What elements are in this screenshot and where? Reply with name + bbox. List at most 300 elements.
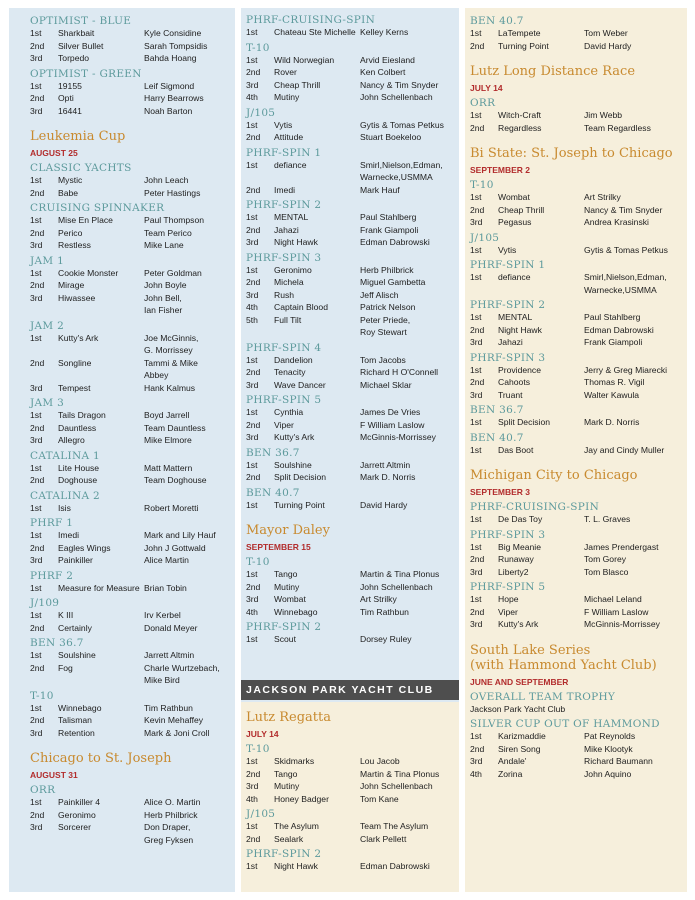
result-row	[30, 582, 235, 595]
skipper: Irv Kerbel	[144, 610, 181, 620]
boat-name: Isis	[58, 502, 71, 513]
class-heading: PHRF-SPIN 3	[246, 251, 322, 264]
result-row	[470, 730, 687, 743]
result-row	[30, 52, 235, 65]
boat-name: Zorina	[498, 768, 523, 779]
boat-name: Truant	[498, 389, 523, 400]
skipper: Edman Dabrowski	[360, 861, 430, 871]
place: 1st	[470, 312, 482, 322]
skipper: John Schellenbach	[360, 581, 433, 592]
boat-name: Torpedo	[58, 53, 90, 63]
place: 2nd	[246, 132, 261, 142]
place: 1st	[246, 354, 258, 365]
boat-name: Chateau Ste Michelle	[274, 27, 356, 37]
boat-name: Turning Point	[498, 40, 549, 51]
place: 2nd	[470, 554, 485, 564]
result-row	[246, 276, 459, 289]
place: 1st	[470, 444, 482, 455]
place: 1st	[246, 264, 258, 275]
place: 2nd	[246, 833, 261, 844]
skipper: Team Regardless	[584, 122, 651, 133]
results-list	[246, 264, 459, 339]
class-heading: T-10	[246, 743, 270, 755]
place: 1st	[30, 28, 42, 38]
skipper: Mike Elmore	[144, 435, 192, 445]
result-row	[30, 609, 235, 622]
boat-name: Providence	[498, 364, 541, 375]
skipper: David Hardy	[360, 499, 408, 510]
boat-name: Hope	[498, 594, 519, 604]
results-list	[470, 513, 687, 526]
boat-name: Mirage	[58, 280, 85, 290]
skipper: Tammi & Mike Abbey	[144, 357, 198, 380]
boat-name: Imedi	[58, 530, 80, 540]
skipper: Paul Stahlberg	[584, 312, 641, 322]
result-row	[246, 419, 459, 432]
place: 2nd	[30, 422, 45, 433]
result-row	[470, 553, 687, 566]
place: 3rd	[30, 555, 43, 565]
result-row	[470, 416, 687, 429]
boat-name: Winnebago	[274, 606, 318, 617]
skipper: Jay and Cindy Muller	[584, 444, 665, 455]
result-row	[30, 227, 235, 240]
result-row	[30, 622, 235, 635]
result-row	[470, 389, 687, 402]
class-heading: CLASSIC YACHTS	[30, 162, 132, 174]
boat-name: Painkiller	[58, 555, 93, 565]
place: 2nd	[30, 809, 45, 820]
skipper: John Schellenbach	[360, 92, 433, 102]
results-list	[470, 311, 687, 349]
boat-name: defiance	[274, 159, 307, 170]
result-row	[246, 66, 459, 79]
results-list	[470, 593, 687, 631]
skipper: Gytis & Tomas Petkus	[360, 119, 444, 130]
place: 2nd	[470, 40, 485, 51]
place: 1st	[246, 821, 258, 831]
results-list	[30, 796, 235, 846]
place: 1st	[470, 110, 482, 120]
boat-name: Winnebago	[58, 702, 102, 713]
skipper: Miguel Gambetta	[360, 277, 426, 287]
result-row	[30, 502, 235, 515]
class-heading: JAM 3	[30, 397, 65, 409]
boat-name: Doghouse	[58, 475, 98, 485]
result-row	[30, 174, 235, 187]
boat-name: Tenacity	[274, 367, 306, 377]
place: 1st	[470, 28, 482, 38]
boat-name: Vytis	[498, 244, 517, 255]
boat-name: Geronimo	[58, 809, 96, 820]
place: 3rd	[30, 382, 43, 393]
result-row	[470, 743, 687, 756]
place: 2nd	[30, 227, 45, 238]
results-list	[470, 730, 687, 780]
class-heading: J/105	[246, 106, 276, 119]
skipper: Alice Martin	[144, 555, 189, 565]
results-list	[470, 541, 687, 579]
boat-name: Liberty2	[498, 566, 529, 577]
result-row	[470, 606, 687, 619]
boat-name: Songline	[58, 357, 92, 368]
boat-name: Runaway	[498, 554, 534, 564]
result-row	[246, 755, 459, 768]
result-row	[30, 554, 235, 567]
event-title: Michigan City to Chicago	[470, 468, 638, 483]
skipper: Team Doghouse	[144, 475, 207, 485]
result-row	[30, 422, 235, 435]
result-row	[246, 379, 459, 392]
place: 1st	[470, 594, 482, 604]
boat-name: Big Meanie	[498, 541, 541, 552]
skipper: Ken Colbert	[360, 67, 406, 77]
class-heading: BEN 36.7	[470, 404, 524, 416]
result-row	[246, 366, 459, 379]
boat-name: Pegasus	[498, 217, 532, 227]
skipper: Bahda Hoang	[144, 53, 197, 63]
boat-name: Rush	[274, 289, 295, 300]
boat-name: Imedi	[274, 184, 296, 195]
skipper: Mike Lane	[144, 240, 184, 250]
place: 4th	[470, 768, 482, 779]
result-row	[470, 191, 687, 204]
place: 3rd	[246, 79, 259, 90]
results-list	[470, 271, 687, 296]
result-row	[30, 409, 235, 422]
result-row	[30, 714, 235, 727]
class-heading: BEN 36.7	[246, 446, 300, 459]
result-row	[246, 79, 459, 92]
boat-name: Cahoots	[498, 377, 531, 387]
result-row	[246, 593, 459, 606]
place: 1st	[246, 569, 258, 579]
boat-name: Cheap Thrill	[274, 79, 321, 90]
place: 2nd	[30, 715, 45, 725]
boat-name: 19155	[58, 80, 82, 91]
skipper: Andrea Krasinski	[584, 217, 649, 227]
place: 2nd	[30, 662, 45, 673]
results-list	[30, 267, 235, 317]
skipper: John Aquino	[584, 768, 632, 779]
place: 2nd	[30, 475, 45, 485]
skipper: John J Gottwald	[144, 542, 206, 553]
result-row	[470, 216, 687, 229]
boat-name: Certainly	[58, 622, 92, 633]
result-row	[30, 279, 235, 292]
place: 1st	[30, 610, 42, 620]
event-date: SEPTEMBER 2	[470, 165, 530, 175]
results-list	[30, 174, 235, 199]
results-list	[30, 649, 235, 687]
boat-name: Wombat	[274, 594, 306, 604]
place: 1st	[470, 364, 482, 375]
skipper: Team Perico	[144, 227, 192, 238]
results-list	[246, 633, 459, 646]
place: 1st	[30, 650, 42, 660]
event-date: AUGUST 25	[30, 148, 78, 158]
place: 3rd	[30, 240, 43, 250]
result-row	[246, 26, 459, 39]
boat-name: Mise En Place	[58, 215, 113, 225]
result-row	[246, 354, 459, 367]
results-list	[470, 416, 687, 429]
class-heading: OPTIMIST - BLUE	[30, 15, 132, 27]
class-heading: PHRF-SPIN 2	[246, 199, 322, 211]
result-row	[246, 820, 459, 833]
boat-name: Wave Dancer	[274, 379, 326, 390]
skipper: Walter Kawula	[584, 389, 640, 400]
result-row	[246, 581, 459, 594]
boat-name: Split Decision	[274, 472, 327, 482]
skipper: Mark D. Norris	[360, 472, 416, 482]
result-row	[30, 187, 235, 200]
result-row	[30, 809, 235, 822]
boat-name: Skidmarks	[274, 756, 315, 766]
class-heading: PHRF-SPIN 2	[246, 848, 322, 860]
place: 2nd	[246, 184, 261, 195]
skipper: Smirl,Nielson,Edman, Warnecke,USMMA	[584, 272, 667, 295]
result-row	[470, 311, 687, 324]
boat-name: Night Hawk	[498, 324, 542, 335]
boat-name: Wombat	[498, 192, 530, 202]
result-row	[30, 821, 235, 846]
place: 1st	[470, 731, 482, 741]
place: 1st	[30, 530, 42, 540]
boat-name: Kutty's Ark	[498, 619, 539, 629]
result-row	[470, 364, 687, 377]
result-row	[30, 92, 235, 105]
class-heading: ORR	[30, 784, 56, 796]
place: 1st	[470, 192, 482, 202]
results-list	[30, 80, 235, 118]
place: 2nd	[30, 622, 45, 633]
skipper: Leif Sigmond	[144, 80, 195, 91]
event-title: South Lake Series (with Hammond Yacht Club)	[470, 642, 657, 673]
place: 2nd	[30, 542, 45, 553]
boat-name: Perico	[58, 227, 83, 238]
skipper: Boyd Jarrell	[144, 410, 190, 420]
boat-name: Captain Blood	[274, 302, 328, 312]
class-heading: JAM 1	[30, 254, 65, 267]
results-list	[30, 529, 235, 567]
boat-name: Talisman	[58, 715, 92, 725]
place: 5th	[246, 314, 258, 325]
skipper: Tom Weber	[584, 28, 628, 38]
class-heading: PHRF-SPIN 5	[246, 394, 322, 406]
place: 3rd	[30, 105, 43, 116]
results-list	[30, 214, 235, 252]
skipper: Stuart Boekeloo	[360, 132, 422, 142]
results-list	[246, 159, 459, 197]
event-title: Mayor Daley	[246, 523, 330, 538]
results-column-1	[9, 8, 235, 892]
result-row	[246, 499, 459, 512]
place: 3rd	[246, 379, 259, 390]
boat-name: Sealark	[274, 833, 304, 844]
boat-name: Opti	[58, 93, 74, 103]
boat-name: Sorcerer	[58, 822, 91, 832]
results-list	[470, 444, 687, 457]
boat-name: Cynthia	[274, 407, 304, 417]
results-column-2-bottom	[241, 702, 459, 892]
boat-name: Geronimo	[274, 264, 312, 275]
place: 2nd	[30, 280, 45, 290]
boat-name: Regardless	[498, 122, 542, 133]
skipper: Richard Baumann	[584, 756, 653, 766]
results-list	[246, 860, 459, 873]
skipper: Jim Webb	[584, 110, 623, 120]
skipper: McGinnis-Morrissey	[360, 432, 436, 442]
results-list	[246, 755, 459, 805]
results-list	[246, 354, 459, 392]
skipper: Jeff Alisch	[360, 289, 399, 300]
boat-name: Siren Song	[498, 743, 541, 754]
skipper: John Leach	[144, 175, 189, 185]
skipper: Martin & Tina Plonus	[360, 768, 440, 779]
result-row	[470, 336, 687, 349]
place: 1st	[246, 27, 258, 37]
place: 2nd	[246, 367, 261, 377]
class-heading: J/109	[30, 597, 60, 609]
boat-name: Honey Badger	[274, 793, 329, 804]
class-heading: T-10	[246, 556, 270, 568]
place: 4th	[246, 793, 258, 804]
result-row	[246, 301, 459, 314]
skipper: Peter Goldman	[144, 267, 202, 278]
skipper: Nancy & Tim Snyder	[584, 204, 663, 215]
result-row	[470, 376, 687, 389]
results-list	[30, 332, 235, 395]
place: 4th	[246, 302, 258, 312]
boat-name: Scout	[274, 634, 296, 644]
skipper: Kyle Considine	[144, 28, 202, 38]
boat-name: Hiwassee	[58, 292, 96, 303]
result-row	[470, 618, 687, 631]
result-row	[246, 780, 459, 793]
boat-name: Soulshine	[274, 459, 312, 470]
result-row	[30, 434, 235, 447]
place: 2nd	[470, 743, 485, 754]
boat-name: Tails Dragon	[58, 410, 106, 420]
place: 1st	[470, 541, 482, 552]
place: 3rd	[470, 217, 483, 227]
result-row	[470, 109, 687, 122]
boat-name: Dandelion	[274, 354, 313, 365]
place: 2nd	[246, 67, 261, 77]
place: 1st	[470, 272, 482, 282]
place: 1st	[30, 410, 42, 420]
boat-name: Vytis	[274, 119, 293, 130]
place: 2nd	[30, 357, 45, 368]
results-list	[470, 364, 687, 402]
class-heading: OPTIMIST - GREEN	[30, 67, 142, 80]
class-heading: J/105	[246, 808, 276, 820]
place: 1st	[30, 702, 42, 713]
place: 2nd	[246, 768, 261, 779]
place: 1st	[246, 861, 258, 871]
place: 1st	[30, 267, 42, 278]
result-row	[470, 244, 687, 257]
skipper: Peter Priede, Roy Stewart	[360, 314, 411, 337]
boat-name: Silver Bullet	[58, 40, 104, 51]
place: 1st	[246, 407, 258, 417]
results-list	[470, 109, 687, 134]
result-row	[30, 40, 235, 53]
skipper: Alice O. Martin	[144, 797, 201, 807]
result-row	[30, 462, 235, 475]
class-heading: BEN 40.7	[470, 431, 524, 444]
result-row	[30, 796, 235, 809]
place: 1st	[470, 244, 482, 255]
result-row	[470, 40, 687, 53]
boat-name: Michela	[274, 277, 304, 287]
class-heading: PHRF-CRUISING-SPIN	[470, 501, 600, 513]
class-heading: T-10	[246, 41, 270, 54]
skipper: Smirl,Nielson,Edman, Warnecke,USMMA	[360, 159, 443, 182]
skipper: Herb Philbrick	[360, 264, 414, 275]
skipper: Frank Giampoli	[584, 337, 643, 347]
skipper: John Bell, Ian Fisher	[144, 292, 183, 315]
place: 2nd	[470, 606, 485, 617]
boat-name: Das Boot	[498, 444, 534, 455]
skipper: Tim Rathbun	[360, 606, 409, 617]
skipper: David Hardy	[584, 40, 632, 51]
boat-name: Rover	[274, 67, 297, 77]
class-heading: PHRF-SPIN 2	[470, 299, 546, 311]
results-list	[470, 244, 687, 257]
skipper: Art Strilky	[360, 594, 397, 604]
result-row	[30, 649, 235, 662]
results-list	[470, 27, 687, 52]
skipper: Pat Reynolds	[584, 731, 636, 741]
results-list	[30, 502, 235, 515]
results-list	[246, 54, 459, 104]
result-row	[470, 566, 687, 579]
results-list	[30, 27, 235, 65]
result-row	[30, 80, 235, 93]
place: 3rd	[246, 432, 259, 442]
boat-name: Jahazi	[274, 224, 299, 235]
result-row	[470, 513, 687, 526]
results-list	[30, 609, 235, 634]
results-list	[246, 406, 459, 444]
skipper: Nancy & Tim Snyder	[360, 79, 439, 90]
result-row	[30, 662, 235, 687]
place: 2nd	[30, 93, 45, 103]
skipper: Jerry & Greg Miarecki	[584, 364, 668, 375]
results-column-2	[241, 8, 459, 892]
skipper: Richard H O'Connell	[360, 367, 439, 377]
result-row	[246, 159, 459, 184]
place: 1st	[470, 514, 482, 524]
result-row	[246, 119, 459, 132]
club-banner: JACKSON PARK YACHT CLUB	[241, 680, 459, 700]
event-title: Chicago to St. Joseph	[30, 751, 172, 766]
place: 3rd	[470, 337, 483, 347]
class-heading: CRUISING SPINNAKER	[30, 202, 165, 214]
place: 3rd	[246, 289, 259, 300]
skipper: Martin & Tina Plonus	[360, 569, 440, 579]
skipper: Mark and Lily Hauf	[144, 530, 216, 540]
place: 4th	[246, 92, 258, 102]
results-column-2-top	[241, 8, 459, 646]
boat-name: Mystic	[58, 175, 83, 185]
skipper: Noah Barton	[144, 105, 193, 116]
result-row	[470, 324, 687, 337]
skipper: Paul Thompson	[144, 215, 205, 225]
skipper: Brian Tobin	[144, 582, 187, 593]
